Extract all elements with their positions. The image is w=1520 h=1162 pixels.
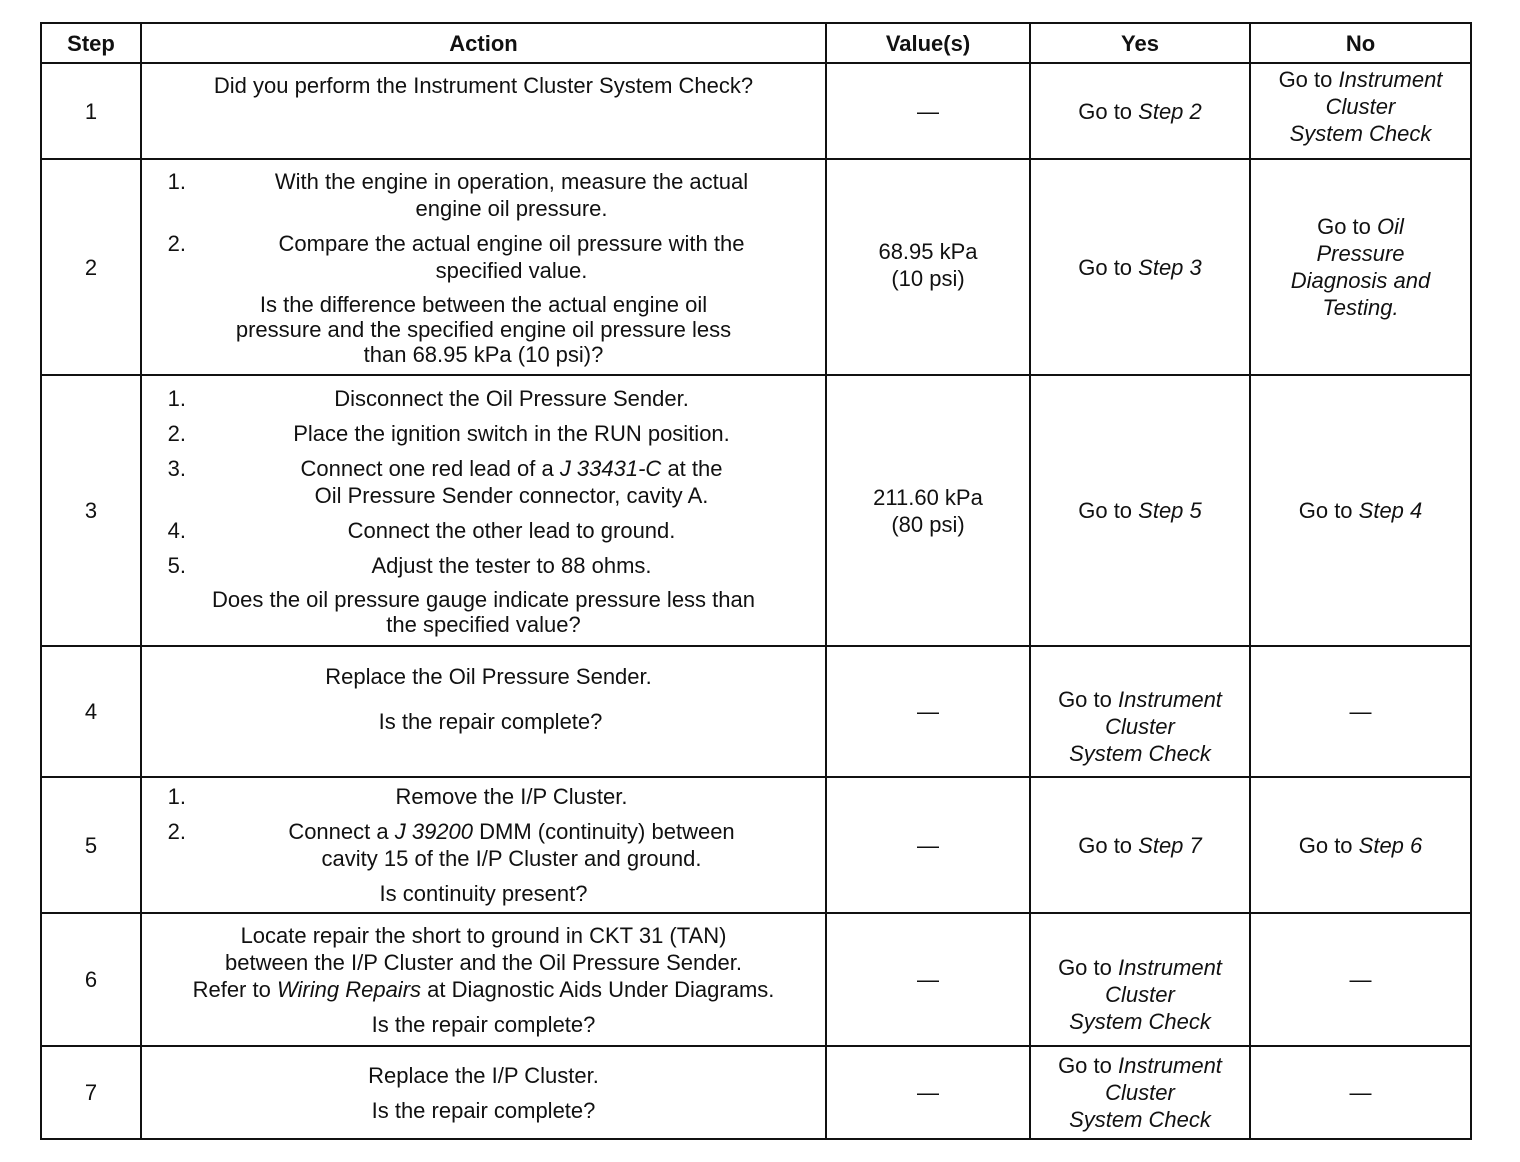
step-number: 4 [41, 646, 141, 777]
action-cell [141, 63, 826, 159]
list-item [142, 385, 825, 412]
action-question: Is continuity present? [379, 881, 588, 906]
instruction-line: between the I/P Cluster and the Oil Pressure Sender. [225, 949, 742, 975]
goto-prefix: Go to [1058, 687, 1118, 712]
yes-cell [1030, 1046, 1250, 1139]
header-yes: Yes [1030, 23, 1250, 63]
value-cell: — [826, 913, 1030, 1046]
list-item [142, 552, 825, 579]
step-link[interactable]: Step 2 [1138, 98, 1202, 124]
no-cell: — [1250, 1046, 1471, 1139]
item-number: 5. [167, 552, 186, 578]
item-text-line: Compare the actual engine oil pressure with the [278, 230, 745, 256]
instruction-list [142, 385, 825, 579]
item-number: 1. [167, 784, 186, 809]
instruction-list [142, 168, 825, 284]
item-number: 3. [167, 455, 186, 481]
value-primary: 211.60 kPa [873, 485, 983, 510]
yes-cell [1030, 375, 1250, 646]
action-question [142, 587, 825, 637]
instrument-link-line-2[interactable]: Cluster [1325, 94, 1396, 119]
item-text [198, 168, 825, 222]
item-text-line: With the engine in operation, measure the actual [274, 168, 749, 194]
table-row-step-2 [41, 159, 1471, 375]
action-question: Is the repair complete? [371, 1097, 596, 1123]
no-cell [1250, 375, 1471, 646]
goto-prefix: Go to [1078, 98, 1139, 124]
step-number: 5 [41, 777, 141, 913]
item-text-part: DMM (continuity) between [473, 819, 735, 844]
action-question: Did you perform the Instrument Cluster System Check? [213, 73, 754, 98]
step-link[interactable]: Step 7 [1138, 832, 1202, 858]
goto-prefix: Go to [1058, 1053, 1118, 1078]
step-link[interactable]: Step 6 [1358, 832, 1423, 858]
item-number: 2. [167, 819, 186, 844]
item-text-line: cavity 15 of the I/P Cluster and ground. [321, 846, 702, 871]
no-cell [1250, 159, 1471, 375]
item-text [198, 818, 825, 872]
no-cell: — [1250, 913, 1471, 1046]
instrument-link-line-2[interactable]: Cluster [1105, 714, 1175, 739]
question-line: Does the oil pressure gauge indicate pressure less than [212, 586, 755, 612]
item-text-line: engine oil pressure. [415, 195, 608, 221]
list-item [142, 230, 825, 284]
action-cell [141, 777, 826, 913]
action-question [142, 292, 825, 367]
table-row-step-4 [41, 646, 1471, 777]
instrument-link-line-2[interactable]: Cluster [1105, 1080, 1175, 1105]
instrument-link-line-1[interactable]: Instrument [1117, 1053, 1222, 1078]
yes-cell [1030, 159, 1250, 375]
table-row-step-7 [41, 1046, 1471, 1139]
instrument-link-line-1[interactable]: Instrument [1117, 687, 1222, 712]
action-question: Is the repair complete? [371, 1011, 596, 1037]
step-link[interactable]: Step 4 [1358, 498, 1423, 523]
step-number: 7 [41, 1046, 141, 1139]
table-row-step-1 [41, 63, 1471, 159]
instrument-link-line-1[interactable]: Instrument [1338, 67, 1443, 92]
oil-pressure-link-line-2[interactable]: Pressure [1316, 241, 1405, 266]
header-action: Action [141, 23, 826, 63]
action-instruction: Replace the I/P Cluster. [368, 1062, 599, 1088]
list-item [142, 818, 825, 872]
tool-reference: J 39200 [394, 819, 474, 844]
value-secondary: (80 psi) [891, 512, 965, 537]
step-number: 2 [41, 159, 141, 375]
header-step: Step [41, 23, 141, 63]
action-cell [141, 1046, 826, 1139]
value-cell: — [826, 63, 1030, 159]
instrument-link-line-2[interactable]: Cluster [1105, 982, 1175, 1007]
table-row-step-3 [41, 375, 1471, 646]
value-cell [826, 375, 1030, 646]
goto-prefix: Go to [1058, 955, 1118, 980]
no-cell: — [1250, 646, 1471, 777]
yes-cell [1030, 646, 1250, 777]
diagnostic-table [40, 22, 1472, 1140]
step-link[interactable]: Step 5 [1138, 498, 1202, 523]
item-number: 2. [167, 230, 186, 256]
item-number: 4. [167, 517, 186, 543]
action-instruction: Replace the Oil Pressure Sender. [325, 664, 652, 689]
wiring-repairs-link[interactable]: Wiring Repairs [276, 976, 422, 1002]
item-text: Place the ignition switch in the RUN position. [293, 420, 730, 446]
item-text: Connect the other lead to ground. [347, 517, 676, 543]
step-link[interactable]: Step 3 [1138, 254, 1202, 280]
list-item [142, 420, 825, 447]
header-row [41, 23, 1471, 63]
action-cell [141, 913, 826, 1046]
question-line: than 68.95 kPa (10 psi)? [363, 341, 604, 367]
goto-prefix: Go to [1317, 214, 1378, 239]
value-primary: 68.95 kPa [878, 239, 978, 264]
question-line: pressure and the specified engine oil pressure less [235, 316, 732, 342]
instrument-link-line-3[interactable]: System Check [1289, 121, 1432, 146]
item-text-line: Oil Pressure Sender connector, cavity A. [314, 482, 709, 508]
item-text: Adjust the tester to 88 ohms. [371, 552, 652, 578]
header-values: Value(s) [826, 23, 1030, 63]
value-cell [826, 159, 1030, 375]
no-cell [1250, 777, 1471, 913]
item-text-part: Connect one red lead of a [300, 455, 560, 481]
value-cell: — [826, 646, 1030, 777]
goto-prefix: Go to [1078, 498, 1139, 523]
instrument-link-line-1[interactable]: Instrument [1117, 955, 1222, 980]
yes-cell [1030, 63, 1250, 159]
tool-reference: J 33431-C [559, 455, 662, 481]
value-secondary: (10 psi) [891, 266, 965, 291]
action-question: Is the repair complete? [378, 709, 603, 734]
list-item [142, 455, 825, 509]
item-number: 1. [167, 385, 186, 411]
instrument-link-line-3[interactable]: System Check [1069, 741, 1211, 766]
item-text [198, 230, 825, 284]
item-text-line: specified value. [435, 257, 588, 283]
goto-prefix: Go to [1298, 832, 1359, 858]
oil-pressure-link-line-4[interactable]: Testing. [1322, 295, 1399, 320]
goto-prefix: Go to [1298, 498, 1359, 523]
instruction-line: Locate repair the short to ground in CKT 31 (TAN) [240, 922, 727, 948]
value-cell: — [826, 777, 1030, 913]
table-row-step-5 [41, 777, 1471, 913]
question-line: Is the difference between the actual engine oil [259, 291, 708, 317]
table-row-step-6 [41, 913, 1471, 1046]
action-instruction [142, 922, 825, 1003]
oil-pressure-link-line-1[interactable]: Oil [1377, 214, 1404, 239]
question-line: the specified value? [386, 611, 581, 637]
item-text: Disconnect the Oil Pressure Sender. [334, 385, 689, 411]
instruction-list [142, 783, 825, 872]
item-text-part: at the [661, 455, 723, 481]
action-cell [141, 375, 826, 646]
action-cell [141, 159, 826, 375]
value-cell: — [826, 1046, 1030, 1139]
item-number: 1. [167, 168, 186, 194]
instruction-part: at Diagnostic Aids Under Diagrams. [421, 976, 775, 1002]
goto-prefix: Go to [1078, 832, 1139, 858]
list-item [142, 168, 825, 222]
oil-pressure-link-line-3[interactable]: Diagnosis and [1290, 268, 1431, 293]
step-number: 6 [41, 913, 141, 1046]
goto-prefix: Go to [1078, 254, 1139, 280]
yes-cell [1030, 913, 1250, 1046]
list-item [142, 517, 825, 544]
instrument-link-line-3[interactable]: System Check [1069, 1107, 1211, 1132]
item-text: Remove the I/P Cluster. [395, 784, 628, 809]
goto-prefix: Go to [1278, 67, 1339, 92]
header-no: No [1250, 23, 1471, 63]
no-cell [1250, 63, 1471, 159]
item-text-part: Connect a [288, 819, 395, 844]
item-number: 2. [167, 420, 186, 446]
action-cell [141, 646, 826, 777]
item-text [198, 455, 825, 509]
step-number: 3 [41, 375, 141, 646]
yes-cell [1030, 777, 1250, 913]
step-number: 1 [41, 63, 141, 159]
list-item [142, 783, 825, 810]
instruction-part: Refer to [192, 976, 277, 1002]
instrument-link-line-3[interactable]: System Check [1069, 1009, 1211, 1034]
